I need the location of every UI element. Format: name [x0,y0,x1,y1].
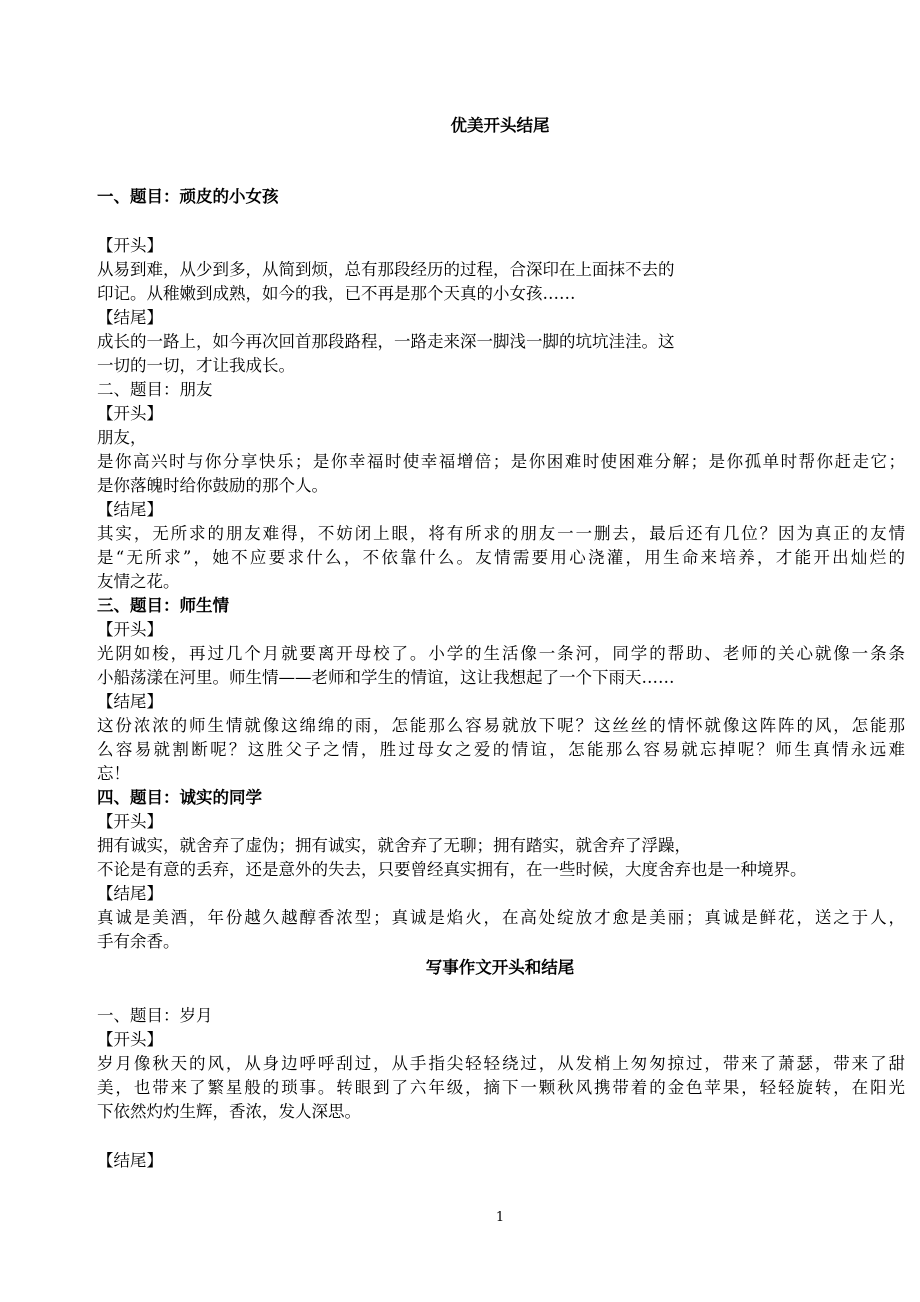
document-subtitle: 写事作文开头和结尾 [425,958,575,977]
section-2-close-line: 是“无所求”，她不应要求什么，不依靠什么。友情需要用心浇灌，用生命来培养，才能开出灿烂的 [97,548,905,567]
section-2-close-line: 友情之花。 [97,572,180,591]
section-1-open-line: 印记。从稚嫩到成熟，如今的我，已不再是那个天真的小女孩…… [97,284,576,303]
section-2-open-label: 【开头】 [97,404,163,423]
page-number: 1 [495,1210,505,1225]
section-5-heading: 一、题目：岁月 [97,1006,213,1025]
section-3-open-line: 小船荡漾在河里。师生情——老师和学生的情谊，这让我想起了一个下雨天…… [97,668,675,687]
section-3-close-line: 这份浓浓的师生情就像这绵绵的雨，怎能那么容易就放下呢？这丝丝的情怀就像这阵阵的风，怎能那 [97,716,905,735]
section-4-open-line: 不论是有意的丢弃，还是意外的失去，只要曾经真实拥有，在一些时候，大度舍弃也是一种境界。 [97,860,807,879]
section-5-open-line: 美，也带来了繁星般的琐事。转眼到了六年级，摘下一颗秋风携带着的金色苹果，轻轻旋转，在阳光 [97,1078,905,1097]
section-3-close-line: 么容易就割断呢？这胜父子之情，胜过母女之爱的情谊，怎能那么容易就忘掉呢？师生真情永远难 [97,740,905,759]
section-1-close-label: 【结尾】 [97,308,163,327]
section-1-heading: 一、题目：顽皮的小女孩 [97,187,279,206]
section-2-close-label: 【结尾】 [97,500,163,519]
section-2-open-line: 是你高兴时与你分享快乐；是你幸福时使幸福增倍；是你困难时使困难分解；是你孤单时帮你赶走它； [97,452,905,471]
section-2-heading: 二、题目：朋友 [97,380,213,399]
section-3-open-line: 光阴如梭，再过几个月就要离开母校了。小学的生活像一条河，同学的帮助、老师的关心就像一条条 [97,644,905,663]
section-1-close-line: 一切的一切，才让我成长。 [97,356,295,375]
section-4-close-label: 【结尾】 [97,884,163,903]
section-1-open-line: 从易到难，从少到多，从简到烦，总有那段经历的过程，合深印在上面抹不去的 [97,260,675,279]
section-5-open-label: 【开头】 [97,1030,163,1049]
document-title: 优美开头结尾 [450,116,550,135]
section-1-close-line: 成长的一路上，如今再次回首那段路程，一路走来深一脚浅一脚的坑坑洼洼。这 [97,332,675,351]
section-3-close-label: 【结尾】 [97,692,163,711]
section-2-open-line: 朋友， [97,428,147,447]
section-4-heading: 四、题目：诚实的同学 [97,788,262,807]
section-1-open-label: 【开头】 [97,236,163,255]
section-5-open-line: 岁月像秋天的风，从身边呼呼刮过，从手指尖轻轻绕过，从发梢上匆匆掠过，带来了萧瑟，带来了甜 [97,1054,905,1073]
section-5-close-label: 【结尾】 [97,1151,163,1170]
section-2-open-line: 是你落魄时给你鼓励的那个人。 [97,476,328,495]
section-4-open-line: 拥有诚实，就舍弃了虚伪；拥有诚实，就舍弃了无聊；拥有踏实，就舍弃了浮躁， [97,836,691,855]
section-4-close-line: 手有余香。 [97,932,180,951]
section-3-open-label: 【开头】 [97,620,163,639]
section-3-close-line: 忘！ [97,764,130,783]
section-3-heading: 三、题目：师生情 [97,596,229,615]
section-5-open-line: 下依然灼灼生辉，香浓，发人深思。 [97,1102,361,1121]
section-4-open-label: 【开头】 [97,812,163,831]
section-2-close-line: 其实，无所求的朋友难得，不妨闭上眼，将有所求的朋友一一删去，最后还有几位？因为真正的友情 [97,524,905,543]
section-4-close-line: 真诚是美酒，年份越久越醇香浓型；真诚是焰火，在高处绽放才愈是美丽；真诚是鲜花，送之于人， [97,908,905,927]
